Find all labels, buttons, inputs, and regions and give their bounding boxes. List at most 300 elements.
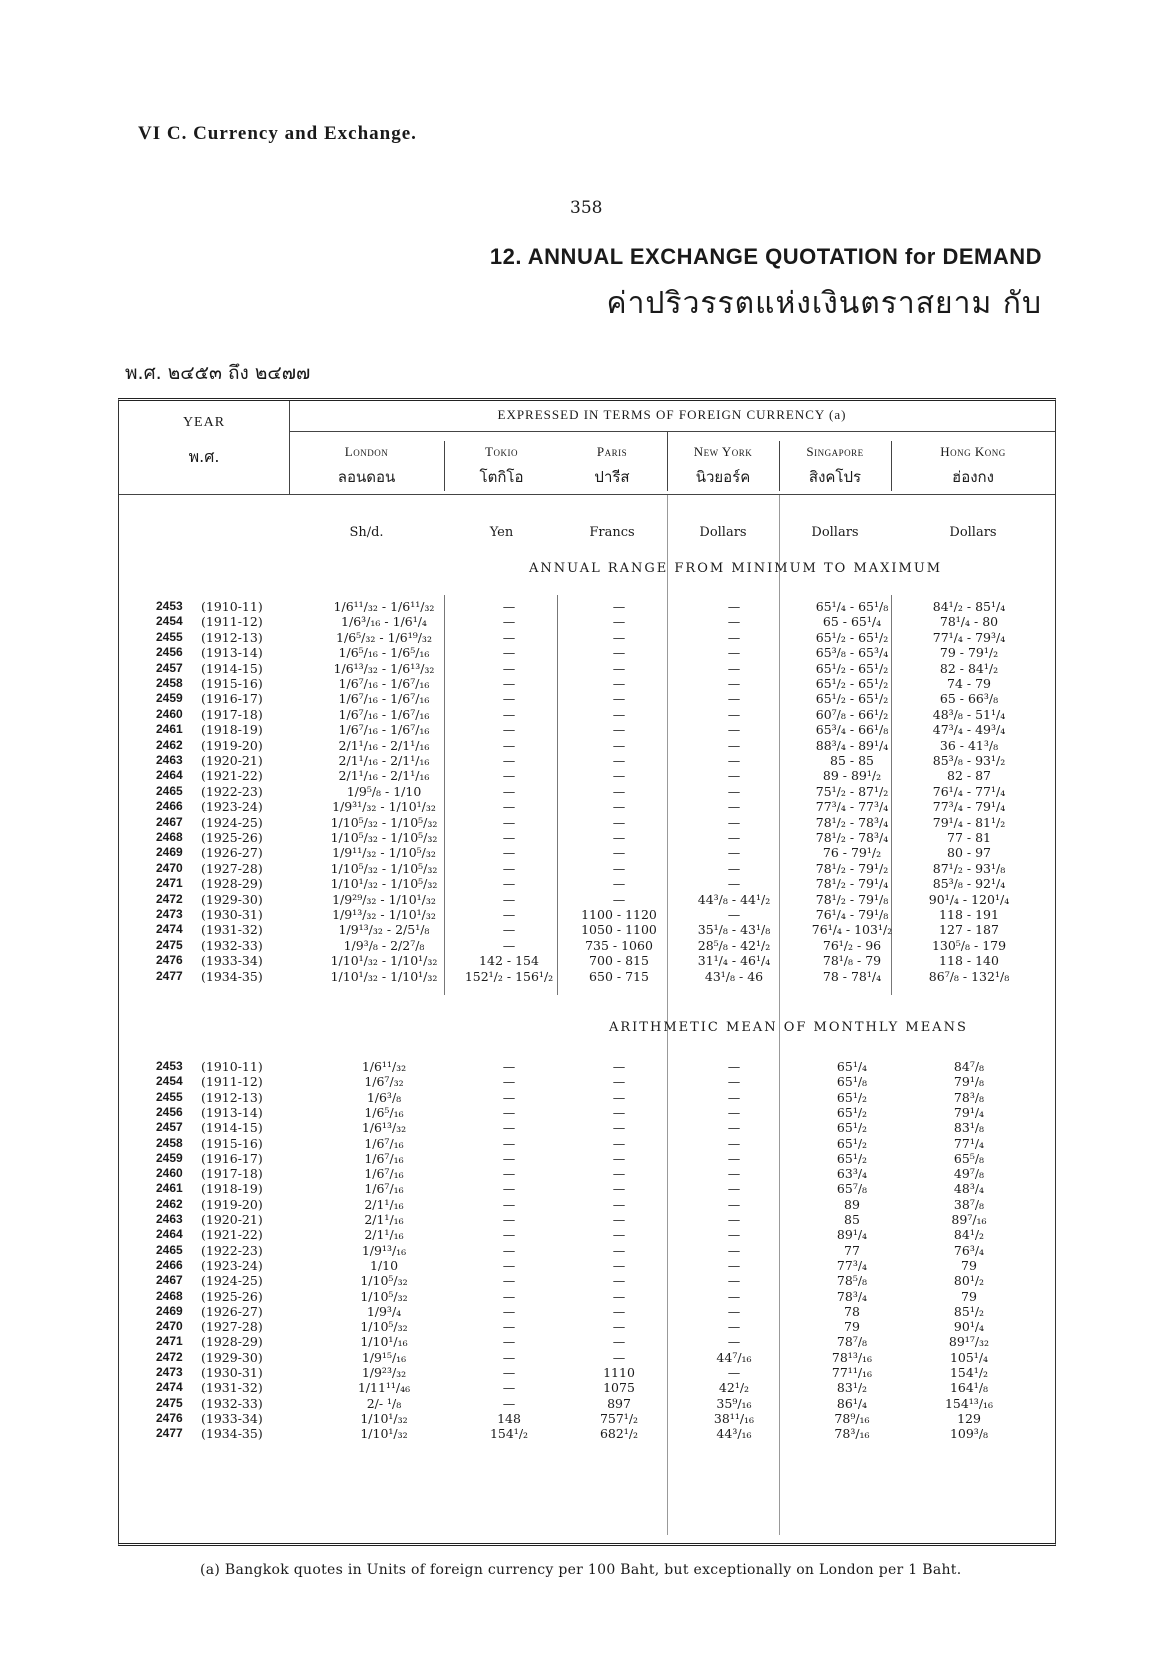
tokio-cell: — [502,845,516,861]
col-divider [444,441,445,491]
hongkong-cell: 84⁷/₈ [953,1059,985,1074]
tokio-cell: — [502,799,516,815]
london-cell: 2/- ¹/₈ [366,1395,402,1411]
tokio-cell: — [502,737,516,753]
year-ce-cell: (1919-20) [201,737,263,753]
singapore-cell: 63³/₄ [836,1166,868,1182]
hongkong-cell: 76¹/₄ - 77¹/₄ [932,783,1006,799]
year-ce-cell: (1910-11) [201,1059,263,1074]
paris-cell: — [612,1334,626,1350]
singapore-cell: 65¹/₂ [836,1089,868,1105]
paris-cell: — [612,1135,626,1151]
newyork-cell: — [727,1257,741,1273]
col-header-paris: Paris [596,444,628,459]
singapore-cell: 89 - 89¹/₂ [822,768,882,784]
tokio-cell: — [502,768,516,784]
year-be-cell: 2453 [156,1059,183,1073]
year-be-cell: 2469 [156,845,183,860]
london-cell: 1/10¹/₃₂ - 1/10⁵/₃₂ [330,876,438,892]
tokio-cell: — [502,1303,516,1319]
singapore-cell: 78 - 78¹/₄ [822,968,882,984]
range-section-label: ANNUAL RANGE FROM MINIMUM TO MAXIMUM [529,561,943,576]
unit-hongkong: Dollars [949,525,997,540]
tokio-cell: — [502,676,516,691]
col-divider [779,441,780,491]
year-be-cell: 2459 [156,691,183,706]
tokio-cell: — [502,1242,516,1258]
newyork-cell: — [727,1089,741,1105]
paris-cell: — [612,1196,626,1212]
year-be-cell: 2453 [156,599,183,613]
tokio-cell: 142 - 154 [479,953,539,969]
exchange-table [118,398,1056,1546]
singapore-cell: 85 [844,1212,860,1227]
newyork-cell: 31¹/₄ - 46¹/₄ [697,953,771,969]
london-cell: 1/6⁷/₁₆ - 1/6⁷/₁₆ [338,691,430,707]
hongkong-cell: 49⁷/₈ [953,1166,985,1182]
year-ce-cell: (1914-15) [201,1120,263,1136]
london-cell: 2/1¹/₁₆ [364,1196,404,1212]
paris-cell: — [612,799,626,815]
singapore-cell: 76 - 79¹/₂ [822,845,882,861]
tokio-cell: — [502,1212,516,1227]
paris-cell: — [612,1104,626,1120]
london-cell: 1/6⁷/₁₆ - 1/6⁷/₁₆ [338,706,430,722]
hongkong-cell: 77¹/₄ [953,1135,985,1151]
hongkong-cell: 82 - 87 [947,768,991,784]
tokio-cell: — [502,599,516,614]
year-ce-cell: (1913-14) [201,645,263,661]
singapore-cell: 78⁷/₈ [836,1334,868,1350]
singapore-cell: 78¹/₂ - 79¹/₈ [815,891,889,907]
tokio-cell: — [502,1150,516,1166]
paris-cell: — [612,1319,626,1335]
london-cell: 1/10⁵/₃₂ [360,1273,408,1289]
london-cell: 1/10 [369,1257,399,1273]
year-be-cell: 2463 [156,1212,183,1226]
paris-cell: — [612,1212,626,1227]
newyork-cell: — [727,876,741,892]
year-be-cell: 2476 [156,1410,183,1425]
paris-cell: — [612,722,626,738]
year-be-cell: 2476 [156,953,183,968]
year-be-cell: 2460 [156,706,183,721]
col-header-newyork-thai: นิวยอร์ค [695,468,751,486]
newyork-cell: — [727,1074,741,1090]
year-ce-cell: (1919-20) [201,1196,263,1212]
col-header-london-thai: ลอนดอน [337,468,396,486]
singapore-cell: 78⁹/₁₆ [834,1410,870,1426]
tokio-cell: — [502,691,516,707]
newyork-cell: — [727,783,741,799]
paris-cell: — [612,891,626,907]
hongkong-cell: 90¹/₄ [953,1319,985,1335]
london-cell: 1/6¹¹/₃₂ - 1/6¹¹/₃₂ [333,599,435,614]
year-ce-cell: (1911-12) [201,614,263,630]
paris-cell: — [612,737,626,753]
hongkong-cell: 48³/₄ [953,1181,985,1197]
london-cell: 1/6⁵/₁₆ - 1/6⁵/₁₆ [338,645,430,661]
tokio-cell: — [502,629,516,645]
year-be-cell: 2477 [156,1426,183,1441]
tokio-cell: — [502,860,516,876]
newyork-cell: — [727,660,741,676]
newyork-cell: — [727,676,741,691]
hongkong-cell: 85¹/₂ [953,1303,985,1319]
london-cell: 1/6⁷/₁₆ [364,1135,404,1151]
tokio-cell: 152¹/₂ - 156¹/₂ [464,968,554,984]
col-header-london: London [344,444,389,459]
year-be-cell: 2468 [156,1288,183,1303]
paris-cell: — [612,1349,626,1365]
newyork-cell: — [727,614,741,630]
paris-cell: 700 - 815 [589,953,649,969]
singapore-cell: 65¹/₂ - 65¹/₂ [815,691,889,707]
newyork-cell: — [727,1288,741,1304]
newyork-cell: — [727,1135,741,1151]
tokio-cell: — [502,1288,516,1304]
hongkong-cell: 84¹/₂ - 85¹/₄ [932,599,1006,614]
hongkong-cell: 109³/₈ [949,1426,989,1442]
year-be-cell: 2475 [156,1395,183,1410]
hongkong-cell: 84¹/₂ [953,1227,985,1243]
london-cell: 1/10¹/₃₂ - 1/10¹/₃₂ [330,953,438,969]
year-ce-cell: (1920-21) [201,1212,263,1227]
paris-cell: — [612,1089,626,1105]
singapore-cell: 65¹/₂ [836,1135,868,1151]
singapore-cell: 65¹/₄ [836,1059,868,1074]
singapore-cell: 83¹/₂ [836,1380,868,1396]
year-be-cell: 2471 [156,876,183,891]
tokio-cell: — [502,1104,516,1120]
hongkong-cell: 154¹/₂ [949,1365,989,1380]
paris-cell: — [612,1074,626,1090]
hongkong-cell: 79 [961,1288,977,1304]
newyork-cell: 35⁹/₁₆ [716,1395,752,1411]
hongkong-cell: 86⁷/₈ - 132¹/₈ [928,968,1010,984]
newyork-cell: 35¹/₈ - 43¹/₈ [697,922,771,938]
singapore-cell: 77 [844,1242,860,1258]
year-ce-cell: (1932-33) [201,1395,263,1411]
paris-cell: — [612,1242,626,1258]
unit-singapore: Dollars [811,525,859,540]
year-ce-cell: (1923-24) [201,1257,263,1273]
singapore-cell: 60⁷/₈ - 66¹/₂ [815,706,889,722]
col-divider [557,595,558,995]
year-ce-cell: (1922-23) [201,1242,263,1258]
singapore-cell: 65¹/₄ - 65¹/₈ [815,599,889,614]
hongkong-cell: 79¹/₄ - 81¹/₂ [932,814,1006,830]
london-cell: 1/6⁷/₁₆ [364,1166,404,1182]
london-cell: 1/6⁷/₁₆ [364,1181,404,1197]
year-ce-cell: (1920-21) [201,753,263,768]
tokio-cell: — [502,1227,516,1243]
tokio-cell: — [502,876,516,892]
hongkong-cell: 129 [957,1410,981,1426]
hongkong-cell: 154¹³/₁₆ [944,1395,994,1411]
tokio-cell: — [502,1089,516,1105]
col-header-paris-thai: ปารีส [594,468,630,486]
unit-newyork: Dollars [699,525,747,540]
hongkong-cell: 82 - 84¹/₂ [939,660,999,676]
newyork-cell: — [727,737,741,753]
newyork-cell: 38¹¹/₁₆ [713,1410,755,1426]
year-be-cell: 2465 [156,1242,183,1257]
paris-cell: — [612,1181,626,1197]
tokio-cell: — [502,1334,516,1350]
hongkong-cell: 36 - 41³/₈ [939,737,999,753]
paris-cell: 650 - 715 [589,968,649,984]
tokio-cell: — [502,830,516,845]
col-header-newyork: New York [693,444,753,459]
year-be-cell: 2469 [156,1303,183,1318]
tokio-cell: — [502,1181,516,1197]
singapore-cell: 65 - 65¹/₄ [822,614,882,630]
london-cell: 1/10⁵/₃₂ [360,1288,408,1304]
paris-cell: — [612,1303,626,1319]
year-ce-cell: (1924-25) [201,814,263,830]
london-cell: 1/10¹/₃₂ [360,1410,408,1426]
paris-cell: — [612,614,626,630]
london-cell: 1/9¹¹/₃₂ - 1/10⁵/₃₂ [332,845,436,861]
newyork-cell: — [727,645,741,661]
singapore-cell: 85 - 85 [830,753,874,768]
year-be-cell: 2457 [156,1120,183,1135]
year-ce-cell: (1917-18) [201,706,263,722]
paris-cell: 1050 - 1100 [581,922,657,938]
col-divider [891,441,892,491]
hongkong-cell: 65 - 66³/₈ [939,691,999,707]
tokio-cell: — [502,1120,516,1136]
newyork-cell: — [727,1196,741,1212]
year-be-cell: 2461 [156,1181,183,1196]
year-ce-cell: (1929-30) [201,1349,263,1365]
paris-cell: — [612,783,626,799]
year-ce-cell: (1916-17) [201,691,263,707]
tokio-cell: — [502,937,516,953]
newyork-cell: 43¹/₈ - 46 [704,968,764,984]
hongkong-cell: 78³/₈ [953,1089,985,1105]
london-cell: 1/10⁵/₃₂ [360,1319,408,1335]
page-number: 358 [570,198,603,218]
year-be-cell: 2455 [156,629,183,644]
hongkong-cell: 164¹/₈ [949,1380,989,1396]
year-be-cell: 2470 [156,1319,183,1334]
singapore-cell: 78¹/₂ - 78³/₄ [815,830,889,845]
hongkong-cell: 89¹⁷/₃₂ [948,1334,990,1350]
singapore-cell: 65⁷/₈ [836,1181,868,1197]
mean-section-label: ARITHMETIC MEAN OF MONTHLY MEANS [609,1020,968,1035]
london-cell: 1/6¹¹/₃₂ [361,1059,407,1074]
col-header-singapore: Singapore [806,444,864,459]
singapore-cell: 78¹/₈ - 79 [822,953,882,969]
singapore-cell: 78¹/₂ - 79¹/₄ [815,876,889,892]
paris-cell: — [612,768,626,784]
year-ce-cell: (1930-31) [201,907,263,922]
newyork-cell: — [727,629,741,645]
paris-cell: — [612,706,626,722]
newyork-cell: 44³/₁₆ [716,1426,752,1442]
singapore-cell: 65¹/₂ [836,1104,868,1120]
hongkong-cell: 48³/₈ - 51¹/₄ [932,706,1006,722]
paris-cell: — [612,691,626,707]
newyork-cell: — [727,706,741,722]
year-be-cell: 2475 [156,937,183,952]
hongkong-cell: 118 - 140 [939,953,999,969]
london-cell: 2/1¹/₁₆ - 2/1¹/₁₆ [338,768,430,784]
year-ce-cell: (1912-13) [201,629,263,645]
year-be-cell: 2462 [156,1196,183,1211]
newyork-cell: — [727,860,741,876]
year-be-cell: 2474 [156,1380,183,1395]
tokio-cell: — [502,1196,516,1212]
paris-cell: — [612,1257,626,1273]
paris-cell: 682¹/₂ [599,1426,639,1442]
london-cell: 1/9⁵/₈ - 1/10 [346,783,422,799]
hongkong-cell: 85³/₈ - 92¹/₄ [932,876,1006,892]
col-header-tokio: Tokio [485,444,518,459]
paris-cell: — [612,676,626,691]
year-ce-cell: (1918-19) [201,1181,263,1197]
year-ce-cell: (1933-34) [201,953,263,969]
singapore-cell: 65¹/₂ - 65¹/₂ [815,629,889,645]
tokio-cell: — [502,1365,516,1380]
hongkong-cell: 77³/₄ - 79¹/₄ [932,799,1006,815]
year-be-cell: 2461 [156,722,183,737]
unit-london: Sh/d. [349,525,384,540]
col-header-hongkong: Hong Kong [940,444,1006,459]
tokio-cell: — [502,1319,516,1335]
singapore-cell: 77¹¹/₁₆ [831,1365,873,1380]
year-ce-cell: (1910-11) [201,599,263,614]
newyork-cell: — [727,1212,741,1227]
singapore-cell: 78¹/₂ - 78³/₄ [815,814,889,830]
year-be-cell: 2473 [156,1365,183,1379]
year-ce-cell: (1932-33) [201,937,263,953]
newyork-cell: — [727,1104,741,1120]
paris-cell: — [612,660,626,676]
paris-cell: 1100 - 1120 [581,907,657,922]
year-be-cell: 2464 [156,768,183,783]
tokio-cell: — [502,706,516,722]
year-be-cell: 2458 [156,1135,183,1150]
year-ce-cell: (1912-13) [201,1089,263,1105]
year-ce-cell: (1927-28) [201,1319,263,1335]
year-be-cell: 2467 [156,814,183,829]
year-label: YEAR [182,415,226,430]
year-ce-cell: (1933-34) [201,1410,263,1426]
london-cell: 1/6³/₁₆ - 1/6¹/₄ [341,614,427,630]
hongkong-cell: 80¹/₂ [953,1273,985,1289]
hongkong-cell: 83¹/₈ [953,1120,985,1136]
paris-cell: — [612,1150,626,1166]
tokio-cell: — [502,1166,516,1182]
london-cell: 1/6⁵/₃₂ - 1/6¹⁹/₃₂ [336,629,432,645]
year-be-cell: 2471 [156,1334,183,1349]
newyork-cell: — [727,1334,741,1350]
singapore-cell: 77³/₄ - 77³/₄ [815,799,889,815]
tokio-cell: — [502,1059,516,1074]
tokio-cell: — [502,1273,516,1289]
singapore-cell: 88³/₄ - 89¹/₄ [815,737,889,753]
year-be-cell: 2454 [156,1074,183,1089]
year-ce-cell: (1927-28) [201,860,263,876]
london-cell: 1/9¹³/₃₂ - 1/10¹/₃₂ [332,907,436,922]
hongkong-cell: 77¹/₄ - 79³/₄ [932,629,1006,645]
hongkong-cell: 74 - 79 [947,676,991,691]
footnote: (a) Bangkok quotes in Units of foreign currency per 100 Baht, but exceptionally on London per 1 Baht. [200,1562,962,1578]
newyork-cell: — [727,845,741,861]
year-be-cell: 2456 [156,1104,183,1119]
hongkong-cell: 79 [961,1257,977,1273]
london-cell: 2/1¹/₁₆ [364,1212,404,1227]
singapore-cell: 79 [844,1319,860,1335]
paris-cell: — [612,814,626,830]
london-cell: 1/9³/₄ [366,1303,402,1319]
hongkong-cell: 79 - 79¹/₂ [939,645,999,661]
newyork-cell: 44³/₈ - 44¹/₂ [697,891,771,907]
singapore-cell: 78³/₄ [836,1288,868,1304]
col-header-hongkong-thai: ฮ่องกง [952,468,994,486]
london-cell: 1/10¹/₃₂ [360,1426,408,1442]
london-cell: 1/6⁷/₁₆ [364,1150,404,1166]
paris-cell: — [612,876,626,892]
singapore-cell: 78¹/₂ - 79¹/₂ [815,860,889,876]
tokio-cell: — [502,645,516,661]
hongkong-cell: 89⁷/₁₆ [951,1212,987,1227]
paris-cell: — [612,830,626,845]
year-be-cell: 2467 [156,1273,183,1288]
col-divider [667,431,668,491]
paris-cell: 1110 [603,1365,635,1380]
singapore-cell: 65¹/₂ - 65¹/₂ [815,676,889,691]
london-cell: 1/10¹/₃₂ - 1/10¹/₃₂ [330,968,438,984]
singapore-cell: 65³/₈ - 65³/₄ [815,645,889,661]
newyork-cell: — [727,830,741,845]
year-be-cell: 2477 [156,968,183,983]
year-thai-label: พ.ศ. [188,447,220,466]
year-ce-cell: (1915-16) [201,676,263,691]
newyork-cell: — [727,1150,741,1166]
london-cell: 2/1¹/₁₆ - 2/1¹/₁₆ [338,753,430,768]
paris-cell: 1075 [603,1380,635,1396]
newyork-cell: — [727,753,741,768]
year-be-cell: 2463 [156,753,183,767]
hongkong-cell: 38⁷/₈ [953,1196,985,1212]
year-be-cell: 2464 [156,1227,183,1242]
hongkong-cell: 76³/₄ [953,1242,985,1258]
hongkong-cell: 130⁵/₈ - 179 [931,937,1007,953]
london-cell: 1/10⁵/₃₂ - 1/10⁵/₃₂ [330,814,438,830]
london-cell: 2/1¹/₁₆ [364,1227,404,1243]
newyork-cell: 44⁷/₁₆ [716,1349,752,1365]
london-cell: 1/6¹³/₃₂ [361,1120,407,1136]
paris-cell: 897 [607,1395,631,1411]
hongkong-cell: 105¹/₄ [949,1349,989,1365]
london-cell: 1/9¹³/₃₂ - 2/5¹/₈ [338,922,430,938]
london-cell: 1/6⁷/₁₆ - 1/6⁷/₁₆ [338,676,430,691]
london-cell: 2/1¹/₁₆ - 2/1¹/₁₆ [338,737,430,753]
london-cell: 1/9²³/₃₂ [361,1365,407,1380]
year-ce-cell: (1926-27) [201,1303,263,1319]
year-be-cell: 2472 [156,891,183,906]
singapore-cell: 78³/₁₆ [834,1426,870,1442]
year-ce-cell: (1914-15) [201,660,263,676]
hongkong-cell: 127 - 187 [939,922,999,938]
tokio-cell: — [502,783,516,799]
year-be-cell: 2454 [156,614,183,629]
newyork-cell: 42¹/₂ [718,1380,750,1396]
